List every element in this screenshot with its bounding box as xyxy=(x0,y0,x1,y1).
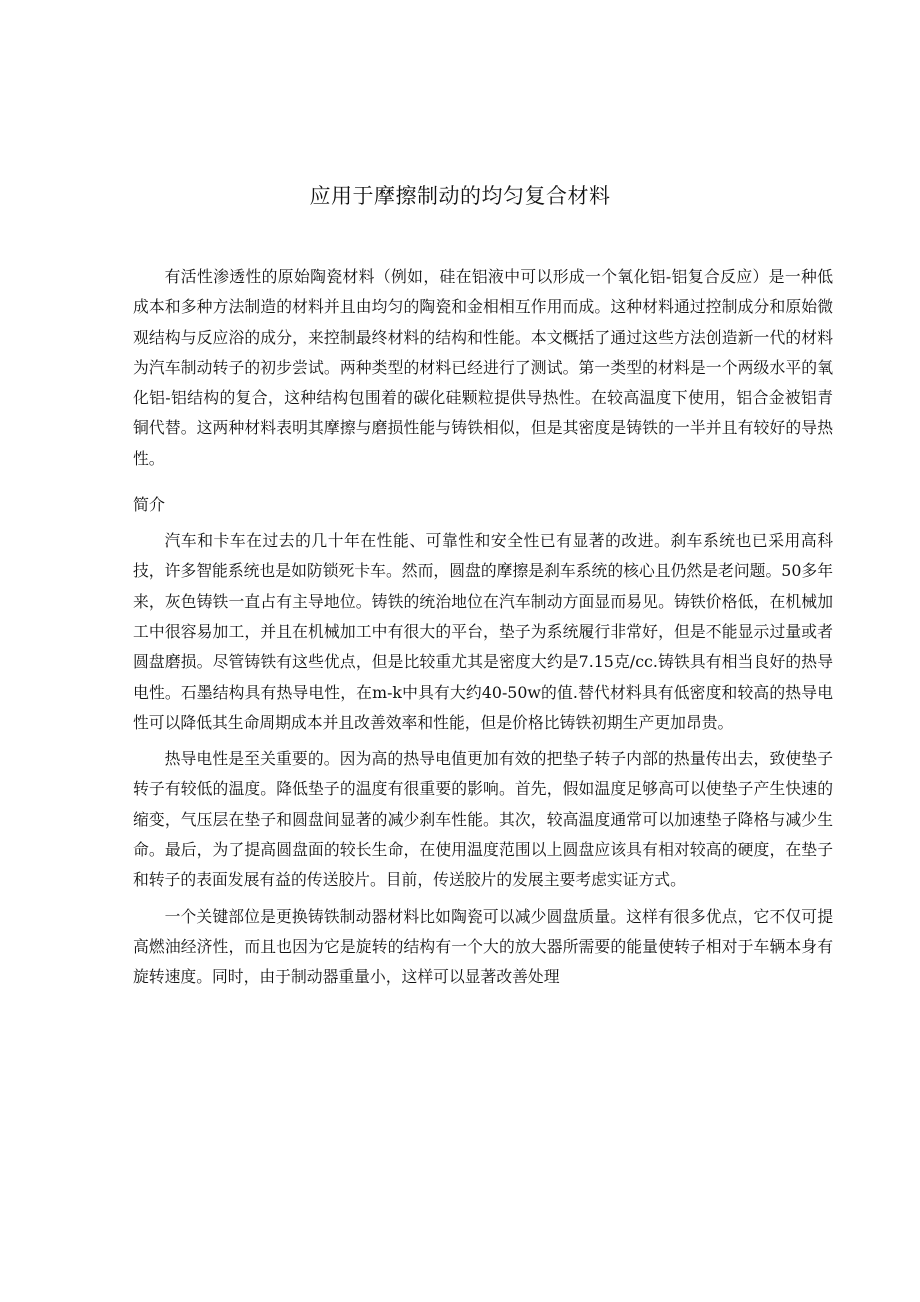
document-title: 应用于摩擦制动的均匀复合材料 xyxy=(309,184,611,208)
body-paragraph: 热导电性是至关重要的。因为高的热导电值更加有效的把垫子转子内部的热量传出去，致使垫子转子有较低的温度。降低垫子的温度有很重要的影响。首先，假如温度足够高可以使垫子产生快速的缩变，气压层在垫子和圆盘间显著的减少刹车性能。其次，较高温度通常可以加速垫子降格与减少生命。最后，为了提高圆盘面的较长生命，在使用温度范围以上圆盘应该具有相对较高的硬度，在垫子和转子的表面发展有益的传送胶片。目前，传送胶片的发展主要考虑实证方式。 xyxy=(133,749,833,890)
document-body xyxy=(133,262,833,993)
body-paragraph: 汽车和卡车在过去的几十年在性能、可靠性和安全性已有显著的改进。刹车系统也已采用高科技，许多智能系统也是如防锁死卡车。然而，圆盘的摩擦是刹车系统的核心且仍然是老问题。50多年来，灰色铸铁一直占有主导地位。铸铁的统治地位在汽车制动方面显而易见。铸铁价格低，在机械加工中很容易加工，并且在机械加工中有很大的平台，垫子为系统履行非常好，但是不能显示过量或者圆盘磨损。尽管铸铁有这些优点，但是比较重尤其是密度大约是7.15克/cc.铸铁具有相当良好的热导电性。石墨结构具有热导电性，在m-k中具有大约40-50w的值.替代材料具有低密度和较高的热导电性可以降低其生命周期成本并且改善效率和性能，但是价格比铸铁初期生产更加昂贵。 xyxy=(133,531,833,732)
section-heading-introduction: 简介 xyxy=(133,495,166,515)
abstract-paragraph: 有活性渗透性的原始陶瓷材料（例如，硅在铝液中可以形成一个氧化铝-铝复合反应）是一种低成本和多种方法制造的材料并且由均匀的陶瓷和金相相互作用而成。这种材料通过控制成分和原始微观结构与反应浴的成分，来控制最终材料的结构和性能。本文概括了通过这些方法创造新一代的材料为汽车制动转子的初步尝试。两种类型的材料已经进行了测试。第一类型的材料是一个两级水平的氧化铝-铝结构的复合，这种结构包围着的碳化硅颗粒提供导热性。在较高温度下使用，铝合金被铝青铜代替。这两种材料表明其摩擦与磨损性能与铸铁相似，但是其密度是铸铁的一半并且有较好的导热性。 xyxy=(133,267,833,468)
body-paragraph: 一个关键部位是更换铸铁制动器材料比如陶瓷可以减少圆盘质量。这样有很多优点，它不仅可提高燃油经济性，而且也因为它是旋转的结构有一个大的放大器所需要的能量使转子相对于车辆本身有旋转速度。同时，由于制动器重量小，这样可以显著改善处理 xyxy=(133,906,833,987)
